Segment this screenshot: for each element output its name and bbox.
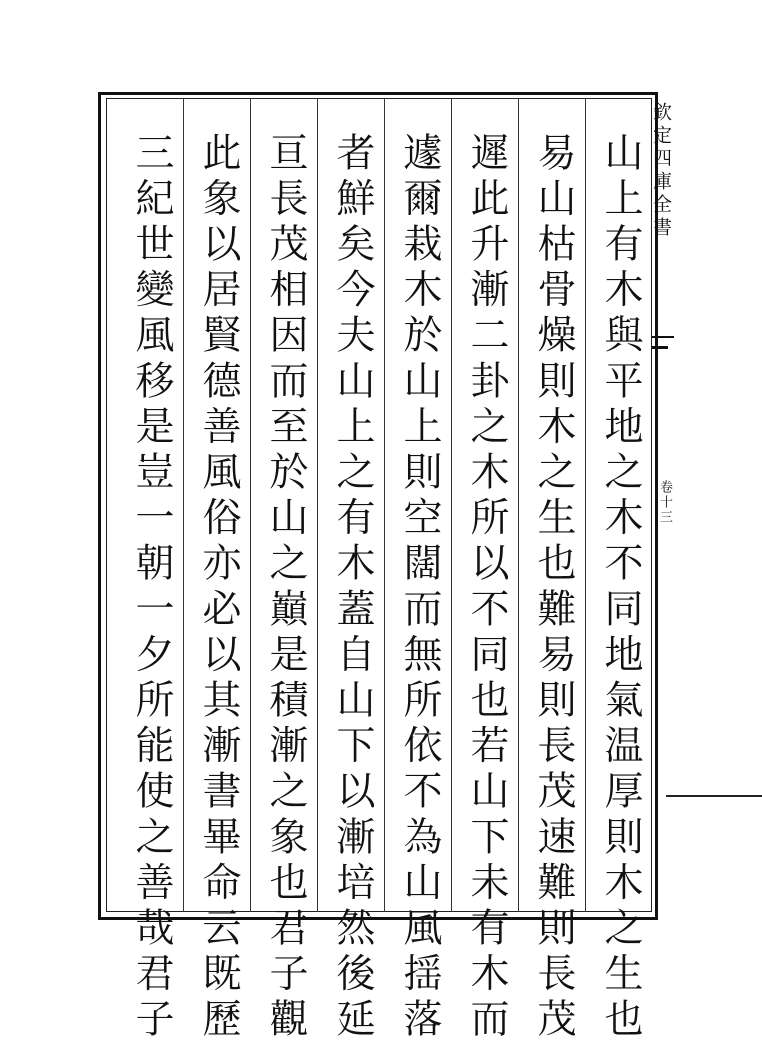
text-column-1: 山上有木與平地之木不同地氣温厚則木之生也 (598, 132, 643, 1044)
text-column-7: 此象以居賢德善風俗亦必以其漸書畢命云既歷 (196, 132, 241, 1044)
text-column-2: 易山枯骨燥則木之生也難易則長茂速難則長茂 (531, 132, 576, 1044)
text-column-4: 遽爾栽木於山上則空闊而無所依不為山風揺落 (397, 132, 442, 1044)
margin-rule (666, 795, 762, 797)
text-column-8: 三紀世變風移是豈一朝一夕所能使之善哉君子 (129, 132, 174, 1044)
text-column-3: 遲此升漸二卦之木所以不同也若山下未有木而 (464, 132, 509, 1044)
text-column-6: 亘長茂相因而至於山之巔是積漸之象也君子觀 (263, 132, 308, 1044)
fishtail-mark (652, 336, 674, 338)
volume-label: 卷十三 (657, 480, 672, 525)
text-column-5: 者鮮矣今夫山上之有木蓋自山下以漸培然後延 (330, 132, 375, 1044)
fishtail-mark (652, 346, 668, 349)
book-title: 欽定四庫全書 (650, 102, 672, 240)
